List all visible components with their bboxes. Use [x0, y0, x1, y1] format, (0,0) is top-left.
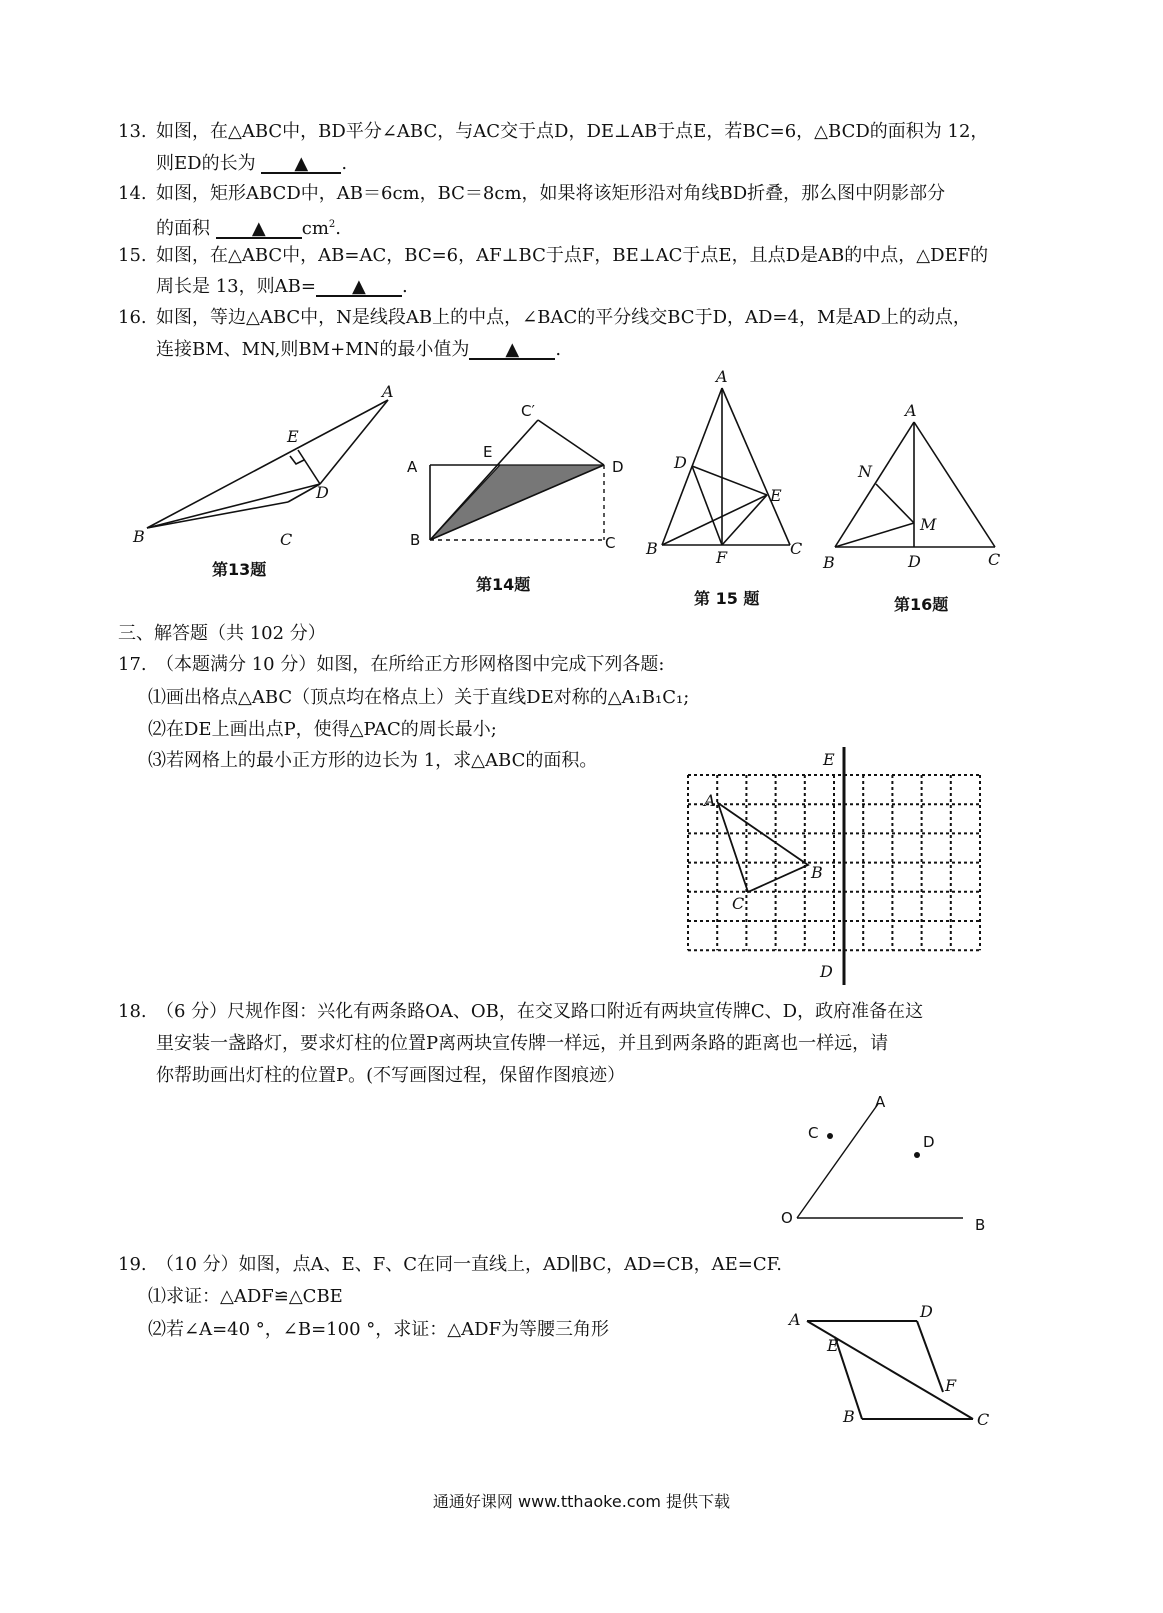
q19-part2: ⑵若∠A=40 °，∠B=100 °，求证：△ADF为等腰三角形 [148, 1319, 610, 1340]
f18-label-d: D [923, 1133, 935, 1151]
q18-line1 [118, 1000, 923, 1024]
q14-unit: cm [301, 218, 329, 239]
caption-16: 第16题 [894, 595, 949, 614]
caption-15: 第 15 题 [694, 589, 760, 608]
f17-label-c: C [732, 894, 745, 913]
figure-15 [640, 368, 820, 568]
figure-18 [775, 1090, 1005, 1240]
q13-text-2: 则ED的长为 [156, 153, 256, 174]
q14-line2 [156, 213, 341, 241]
f16-label-a: A [905, 401, 917, 420]
q15-text-1: 如图，在△ABC中，AB=AC，BC=6，AF⊥BC于点F，BE⊥AC于点E，且点D是AB的中点，△DEF的 [156, 245, 989, 266]
f16-label-d: D [908, 552, 921, 571]
q18-text-1: （6 分）尺规作图：兴化有两条路OA、OB，在交叉路口附近有两块宣传牌C、D，政府准备在这 [156, 1001, 924, 1022]
f18-label-o: O [781, 1209, 793, 1227]
q13-period: . [341, 153, 348, 174]
figure-14 [400, 400, 630, 560]
f18-label-c: C [808, 1124, 819, 1142]
f14-label-cprime: C′ [521, 402, 535, 420]
f17-label-b: B [811, 863, 823, 882]
f19-label-f: F [945, 1376, 957, 1395]
f15-label-f: F [716, 548, 728, 567]
q14-number: 14. [118, 183, 147, 204]
f15-label-d: D [674, 453, 687, 472]
figure-19 [785, 1295, 1005, 1445]
f13-label-a: A [382, 382, 394, 401]
f17-label-d: D [820, 962, 833, 981]
figure-16 [820, 400, 1020, 580]
q17-part3: ⑶若网格上的最小正方形的边长为 1，求△ABC的面积。 [148, 750, 598, 771]
q14-period: . [335, 218, 341, 239]
answer-triangle-icon: ▲ [251, 218, 266, 239]
f17-label-e: E [823, 750, 835, 769]
f16-label-n: N [858, 462, 872, 481]
f19-label-a: A [789, 1310, 801, 1329]
f15-label-e: E [770, 486, 782, 505]
f16-label-b: B [823, 553, 835, 572]
q19-part1: ⑴求证：△ADF≌△CBE [148, 1286, 343, 1307]
f14-label-b: B [410, 531, 421, 549]
figure-17-grid [680, 745, 1010, 990]
f19-label-d: D [920, 1302, 933, 1321]
footer-source: 通通好课网 www.tthaoke.com 提供下载 [432, 1492, 731, 1511]
q17-part2: ⑵在DE上画出点P，使得△PAC的周长最小; [148, 719, 497, 740]
caption-13: 第13题 [212, 560, 267, 579]
q16-number: 16. [118, 307, 147, 328]
f14-label-d: D [612, 458, 624, 476]
f18-label-a: A [875, 1093, 886, 1111]
q13-number: 13. [118, 121, 147, 142]
q17-text-1: （本题满分 10 分）如图，在所给正方形网格图中完成下列各题: [156, 654, 665, 675]
q16-line1 [118, 306, 971, 330]
f14-label-e: E [483, 443, 493, 461]
answer-triangle-icon: ▲ [352, 276, 366, 297]
f19-label-b: B [843, 1407, 855, 1426]
f13-label-b: B [133, 527, 145, 546]
q18-line2: 里安装一盏路灯，要求灯柱的位置P离两块宣传牌一样远，并且到两条路的距离也一样远，请 [156, 1033, 889, 1054]
q14-text-1: 如图，矩形ABCD中，AB＝6cm，BC＝8cm，如果将该矩形沿对角线BD折叠，那么图中阴影部分 [156, 183, 946, 204]
f14-label-c: C [605, 534, 616, 552]
q16-line2 [156, 338, 561, 362]
q13-line2 [156, 152, 347, 176]
q14-text-2: 的面积 [156, 218, 210, 239]
q13-text-1: 如图，在△ABC中，BD平分∠ABC，与AC交于点D，DE⊥AB于点E，若BC=6，△BCD的面积为 12， [156, 121, 989, 142]
f15-label-b: B [646, 539, 658, 558]
f14-label-a: A [407, 458, 418, 476]
f19-label-e: E [827, 1336, 839, 1355]
q15-line2 [156, 275, 408, 299]
f13-label-c: C [280, 530, 293, 549]
q13-line1 [118, 120, 988, 144]
q19-number: 19. [118, 1254, 147, 1275]
figure-13 [130, 380, 400, 560]
q16-period: . [555, 339, 562, 360]
q16-text-1: 如图，等边△ABC中，N是线段AB上的中点，∠BAC的平分线交BC于D，AD=4，M是AD上的动点， [156, 307, 971, 328]
q18-line3: 你帮助画出灯柱的位置P。(不写画图过程，保留作图痕迹） [156, 1065, 626, 1086]
q17-number: 17. [118, 654, 147, 675]
q13-answer-blank[interactable] [261, 152, 341, 174]
q16-answer-blank[interactable] [469, 338, 555, 360]
q17-line1 [118, 653, 664, 677]
section-3-heading: 三、解答题（共 102 分） [118, 623, 326, 644]
q19-line1 [118, 1253, 782, 1277]
caption-14: 第14题 [476, 575, 531, 594]
f13-label-d: D [316, 483, 329, 502]
f15-label-c: C [790, 539, 803, 558]
f19-label-c: C [977, 1410, 990, 1429]
answer-triangle-icon: ▲ [505, 339, 520, 360]
q17-part1: ⑴画出格点△ABC（顶点均在格点上）关于直线DE对称的△A₁B₁C₁; [148, 687, 690, 708]
f13-label-e: E [287, 427, 299, 446]
q14-line1 [118, 182, 945, 206]
q15-period: . [401, 276, 408, 297]
q18-number: 18. [118, 1001, 147, 1022]
q19-text-1: （10 分）如图，点A、E、F、C在同一直线上，AD∥BC，AD=CB，AE=CF. [156, 1254, 783, 1275]
q14-unit-sup: 2 [328, 219, 336, 230]
f16-label-m: M [920, 515, 937, 534]
f15-label-a: A [716, 367, 728, 386]
f16-label-c: C [988, 550, 1001, 569]
q15-answer-blank[interactable] [316, 275, 402, 297]
answer-triangle-icon: ▲ [294, 153, 309, 174]
q16-text-2: 连接BM、MN,则BM+MN的最小值为 [156, 339, 470, 360]
f18-label-b: B [975, 1216, 986, 1234]
q15-number: 15. [118, 245, 147, 266]
q15-text-2: 周长是 13，则AB= [156, 276, 316, 297]
q15-line1 [118, 244, 988, 268]
q14-answer-blank[interactable] [216, 217, 302, 239]
f17-label-a: A [704, 791, 716, 810]
